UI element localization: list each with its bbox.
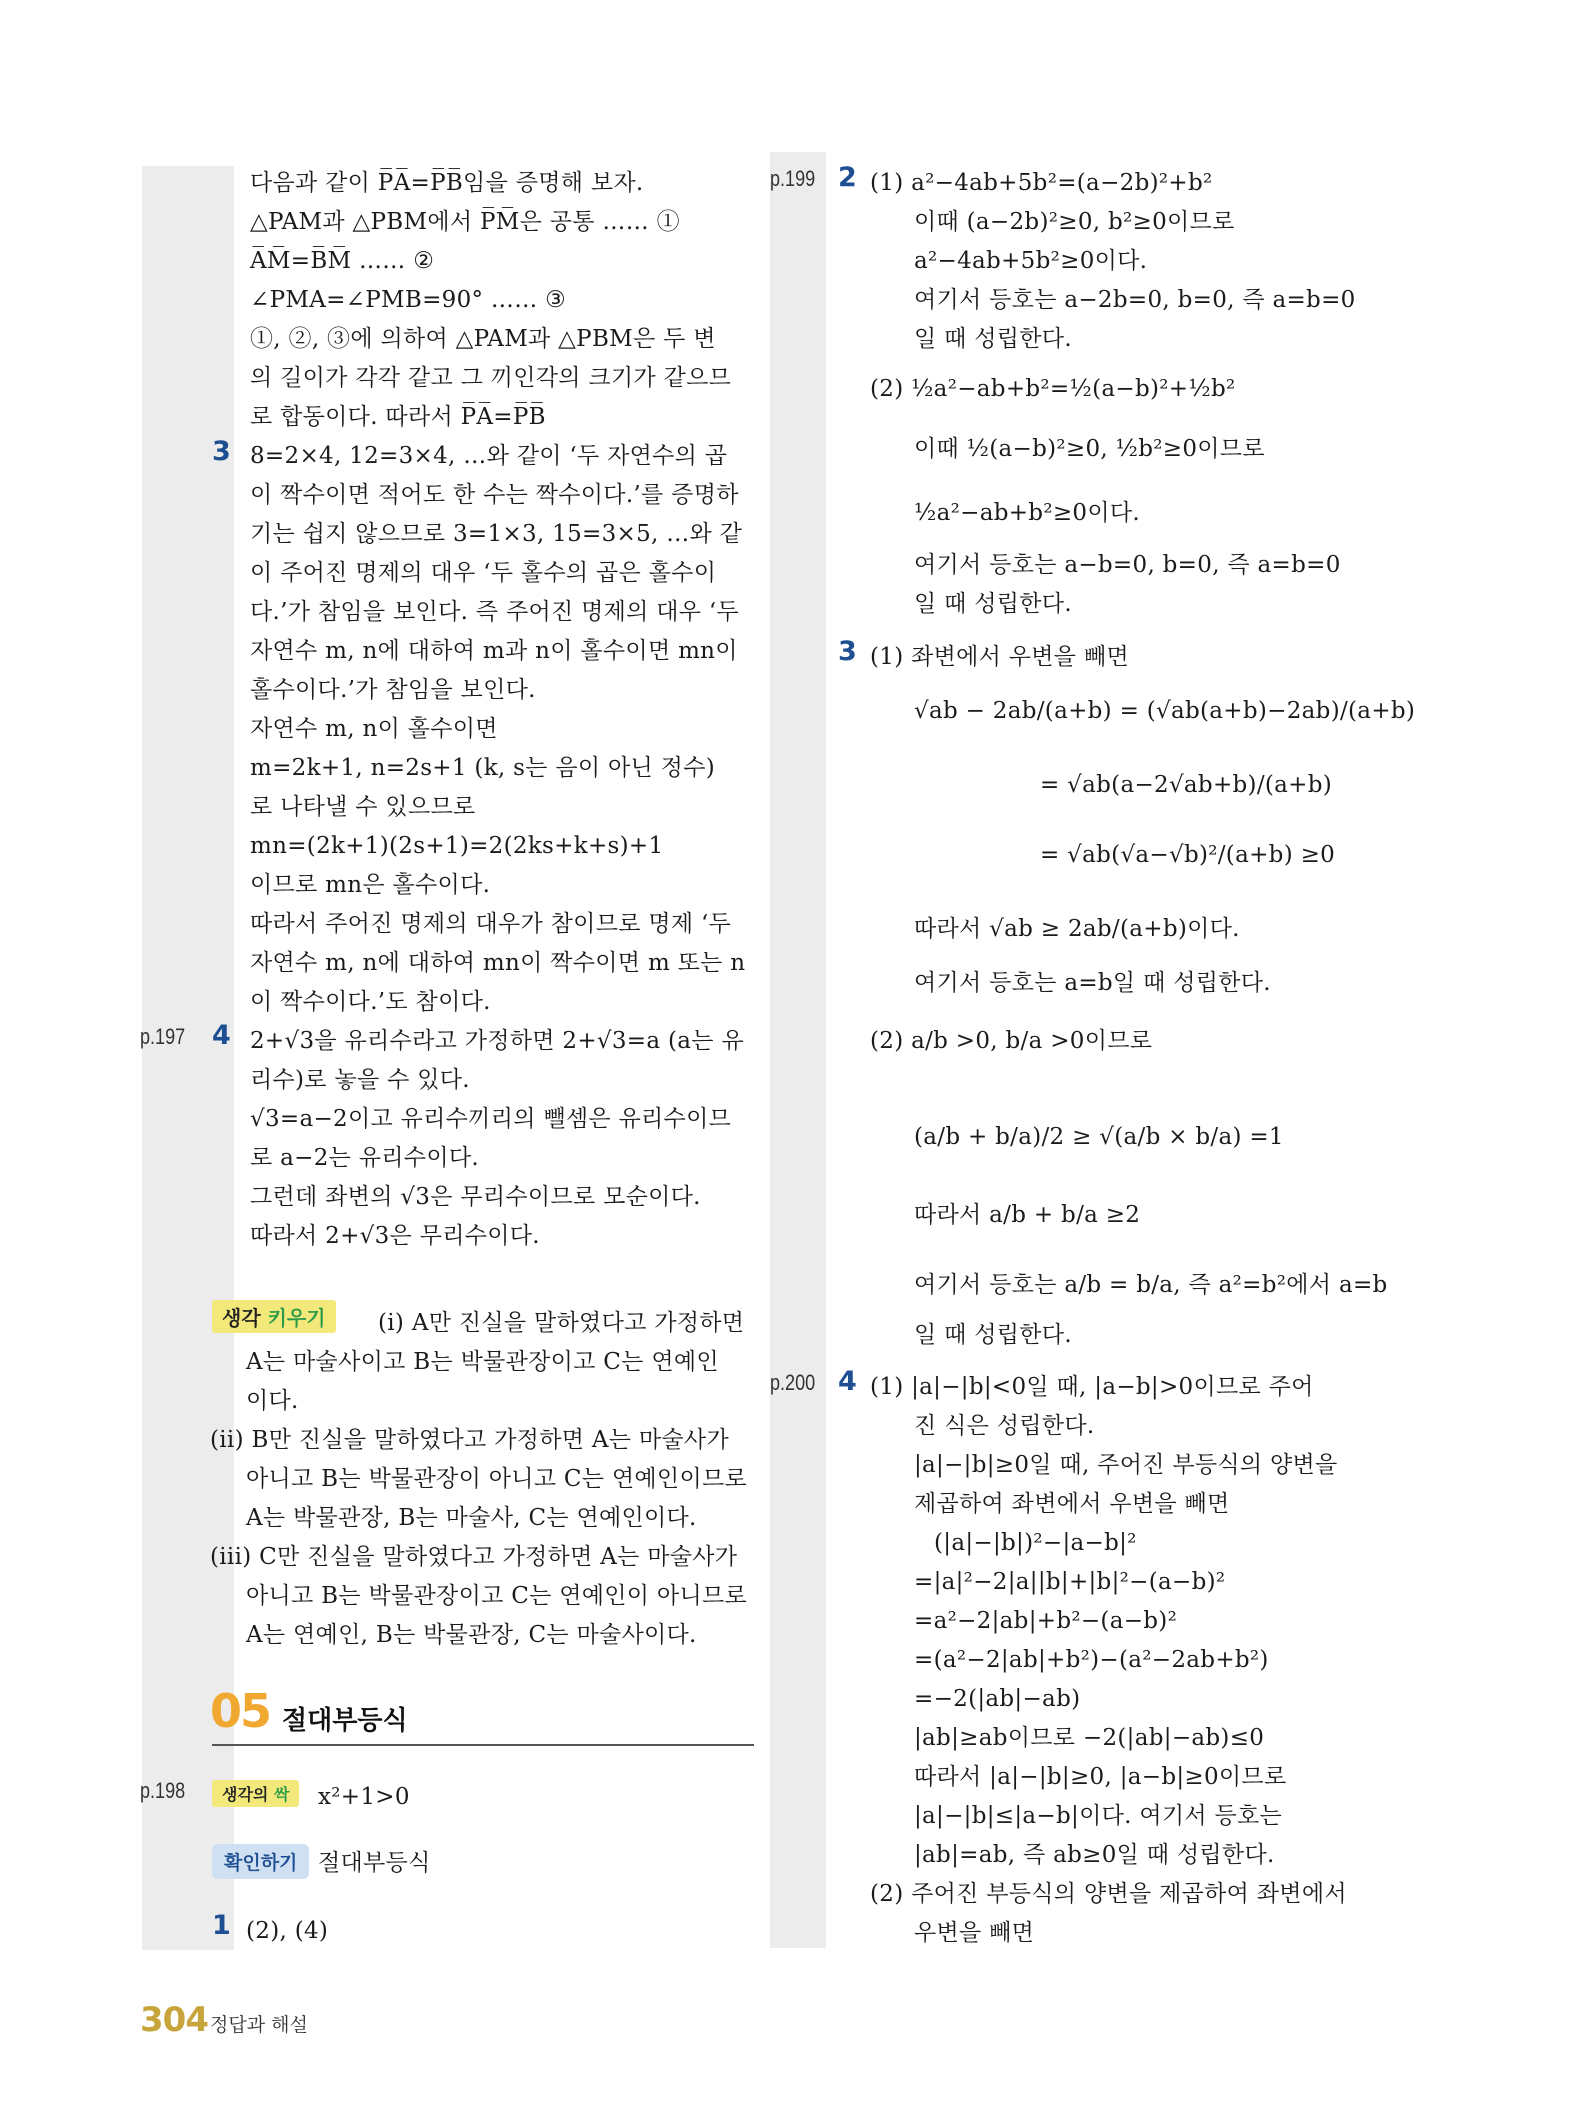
text-line: 일 때 성립한다. [914, 1322, 1072, 1348]
text-line: A는 마술사이고 B는 박물관장이고 C는 연예인 [246, 1349, 719, 1375]
text-line: mn=(2k+1)(2s+1)=2(2ks+k+s)+1 [250, 833, 664, 859]
text-line: 여기서 등호는 a−b=0, b=0, 즉 a=b=0 [914, 552, 1341, 578]
text-line: 진 식은 성립한다. [914, 1413, 1095, 1439]
think-seed-tag-b: 싹 [273, 1785, 290, 1804]
right-margin-band [770, 152, 826, 1948]
text-line: 로 a−2는 유리수이다. [250, 1145, 479, 1171]
text-line: 홀수이다.’가 참임을 보인다. [250, 677, 536, 703]
text-line: 따라서 a/b + b/a ≥2 [914, 1202, 1141, 1228]
text-line: 따라서 √ab ≥ 2ab/(a+b)이다. [914, 916, 1240, 942]
text-line: 로 합동이다. 따라서 P̅A̅=P̅B̅ [250, 404, 546, 430]
text-line: 기는 쉽지 않으므로 3=1×3, 15=3×5, …와 같 [250, 521, 743, 547]
text-line: 여기서 등호는 a/b = b/a, 즉 a²=b²에서 a=b [914, 1272, 1388, 1298]
text-line: 제곱하여 좌변에서 우변을 빼면 [914, 1491, 1230, 1517]
text-line: ½a²−ab+b²≥0이다. [914, 500, 1140, 526]
think-grow-tag-a: 생각 [222, 1306, 261, 1330]
text-line: 자연수 m, n이 홀수이면 [250, 716, 498, 742]
question-number: 3 [838, 636, 857, 667]
question-number: 1 [212, 1910, 231, 1941]
text-line: |ab|=ab, 즉 ab≥0일 때 성립한다. [914, 1842, 1275, 1868]
text-line: √3=a−2이고 유리수끼리의 뺄셈은 유리수이므 [250, 1106, 732, 1132]
section-number: 05 [210, 1684, 271, 1738]
text-line: 이다. [246, 1388, 299, 1414]
text-line: 이때 (a−2b)²≥0, b²≥0이므로 [914, 209, 1235, 235]
text-line: m=2k+1, n=2s+1 (k, s는 음이 아닌 정수) [250, 755, 715, 781]
text-line: 다.’가 참임을 보인다. 즉 주어진 명제의 대우 ‘두 [250, 599, 740, 625]
text-line: =|a|²−2|a||b|+|b|²−(a−b)² [914, 1569, 1226, 1595]
text-line: √ab − 2ab/(a+b) = (√ab(a+b)−2ab)/(a+b) [914, 698, 1416, 724]
text-line: 절대부등식 [318, 1850, 431, 1876]
text-line: 이때 ½(a−b)²≥0, ½b²≥0이므로 [914, 436, 1265, 462]
text-line: |a|−|b|≥0일 때, 주어진 부등식의 양변을 [914, 1452, 1338, 1478]
text-line: △PAM과 △PBM에서 P̅M̅은 공통 …… ① [250, 209, 680, 235]
text-line: =a²−2|ab|+b²−(a−b)² [914, 1608, 1178, 1634]
page-label: 정답과 해설 [210, 2014, 308, 2036]
page-reference: p.198 [140, 1778, 186, 1803]
text-line: = √ab(√a−√b)²/(a+b) ≥0 [1040, 842, 1336, 868]
think-seed-tag [212, 1780, 299, 1807]
text-line: 리수)로 놓을 수 있다. [250, 1067, 470, 1093]
text-line: 여기서 등호는 a−2b=0, b=0, 즉 a=b=0 [914, 287, 1356, 313]
text-line: |a|−|b|≤|a−b|이다. 여기서 등호는 [914, 1803, 1283, 1829]
text-line: 일 때 성립한다. [914, 591, 1072, 617]
section-title: 절대부등식 [282, 1706, 408, 1736]
think-grow-tag [212, 1300, 336, 1333]
text-line: =(a²−2|ab|+b²)−(a²−2ab+b²) [914, 1647, 1269, 1673]
text-line: 로 나타낼 수 있으므로 [250, 794, 476, 820]
question-number: 4 [838, 1366, 857, 1397]
text-line: 자연수 m, n에 대하여 m과 n이 홀수이면 mn이 [250, 638, 738, 664]
text-line: A는 박물관장, B는 마술사, C는 연예인이다. [246, 1505, 697, 1531]
think-grow-tag-b: 키우기 [267, 1306, 326, 1330]
text-line: (2) a/b >0, b/a >0이므로 [870, 1028, 1153, 1054]
question-number: 2 [838, 162, 857, 193]
check-tag: 확인하기 [212, 1844, 309, 1879]
text-line: ∠PMA=∠PMB=90° …… ③ [250, 287, 567, 313]
text-line: 우변을 빼면 [914, 1920, 1035, 1946]
text-line: (2) 주어진 부등식의 양변을 제곱하여 좌변에서 [870, 1881, 1347, 1907]
section-rule [212, 1744, 754, 1746]
text-line: (1) 좌변에서 우변을 빼면 [870, 644, 1129, 670]
text-line: 다음과 같이 P̅A̅=P̅B̅임을 증명해 보자. [250, 170, 644, 196]
think-seed-tag-a: 생각의 [222, 1785, 269, 1804]
text-line: (a/b + b/a)/2 ≥ √(a/b × b/a) =1 [914, 1124, 1284, 1150]
text-line: 일 때 성립한다. [914, 326, 1072, 352]
text-line: 이므로 mn은 홀수이다. [250, 872, 491, 898]
text-line: 2+√3을 유리수라고 가정하면 2+√3=a (a는 유 [250, 1028, 744, 1054]
text-line: 아니고 B는 박물관장이 아니고 C는 연예인이므로 [246, 1466, 747, 1492]
text-line: 자연수 m, n에 대하여 mn이 짝수이면 m 또는 n [250, 950, 746, 976]
page-number: 304 [140, 2000, 208, 2040]
text-line: 따라서 주어진 명제의 대우가 참이므로 명제 ‘두 [250, 911, 732, 937]
text-line: x²+1>0 [318, 1784, 410, 1810]
text-line: 따라서 |a|−|b|≥0, |a−b|≥0이므로 [914, 1764, 1287, 1790]
text-line: (iii) C만 진실을 말하였다고 가정하면 A는 마술사가 [210, 1544, 738, 1570]
text-line: 8=2×4, 12=3×4, …와 같이 ‘두 자연수의 곱 [250, 443, 728, 469]
question-number: 3 [212, 436, 231, 467]
text-line: (ii) B만 진실을 말하였다고 가정하면 A는 마술사가 [210, 1427, 729, 1453]
text-line: 이 주어진 명제의 대우 ‘두 홀수의 곱은 홀수이 [250, 560, 717, 586]
text-line: a²−4ab+5b²≥0이다. [914, 248, 1148, 274]
text-line: =−2(|ab|−ab) [914, 1686, 1081, 1712]
text-line: 의 길이가 각각 같고 그 끼인각의 크기가 같으므 [250, 365, 732, 391]
page-reference: p.200 [770, 1370, 816, 1395]
text-line: (|a|−|b|)²−|a−b|² [934, 1530, 1137, 1556]
text-line: 아니고 B는 박물관장이고 C는 연예인이 아니므로 [246, 1583, 747, 1609]
text-line: ①, ②, ③에 의하여 △PAM과 △PBM은 두 변 [250, 326, 716, 352]
text-line: A̅M̅=B̅M̅ …… ② [250, 248, 435, 274]
page-reference: p.197 [140, 1024, 186, 1049]
text-line: A는 연예인, B는 박물관장, C는 마술사이다. [246, 1622, 697, 1648]
text-line: (i) A만 진실을 말하였다고 가정하면 [378, 1310, 745, 1336]
text-line: (2), (4) [246, 1918, 329, 1944]
text-line: 이 짝수이다.’도 참이다. [250, 989, 491, 1015]
page-reference: p.199 [770, 166, 816, 191]
text-line: (1) |a|−|b|<0일 때, |a−b|>0이므로 주어 [870, 1374, 1314, 1400]
text-line: |ab|≥ab이므로 −2(|ab|−ab)≤0 [914, 1725, 1265, 1751]
text-line: (1) a²−4ab+5b²=(a−2b)²+b² [870, 170, 1213, 196]
text-line: 여기서 등호는 a=b일 때 성립한다. [914, 970, 1271, 996]
text-line: = √ab(a−2√ab+b)/(a+b) [1040, 772, 1333, 798]
question-number: 4 [212, 1020, 231, 1051]
text-line: 따라서 2+√3은 무리수이다. [250, 1223, 540, 1249]
text-line: (2) ½a²−ab+b²=½(a−b)²+½b² [870, 376, 1236, 402]
text-line: 그런데 좌변의 √3은 무리수이므로 모순이다. [250, 1184, 701, 1210]
left-margin-band [142, 166, 234, 1950]
text-line: 이 짝수이면 적어도 한 수는 짝수이다.’를 증명하 [250, 482, 739, 508]
